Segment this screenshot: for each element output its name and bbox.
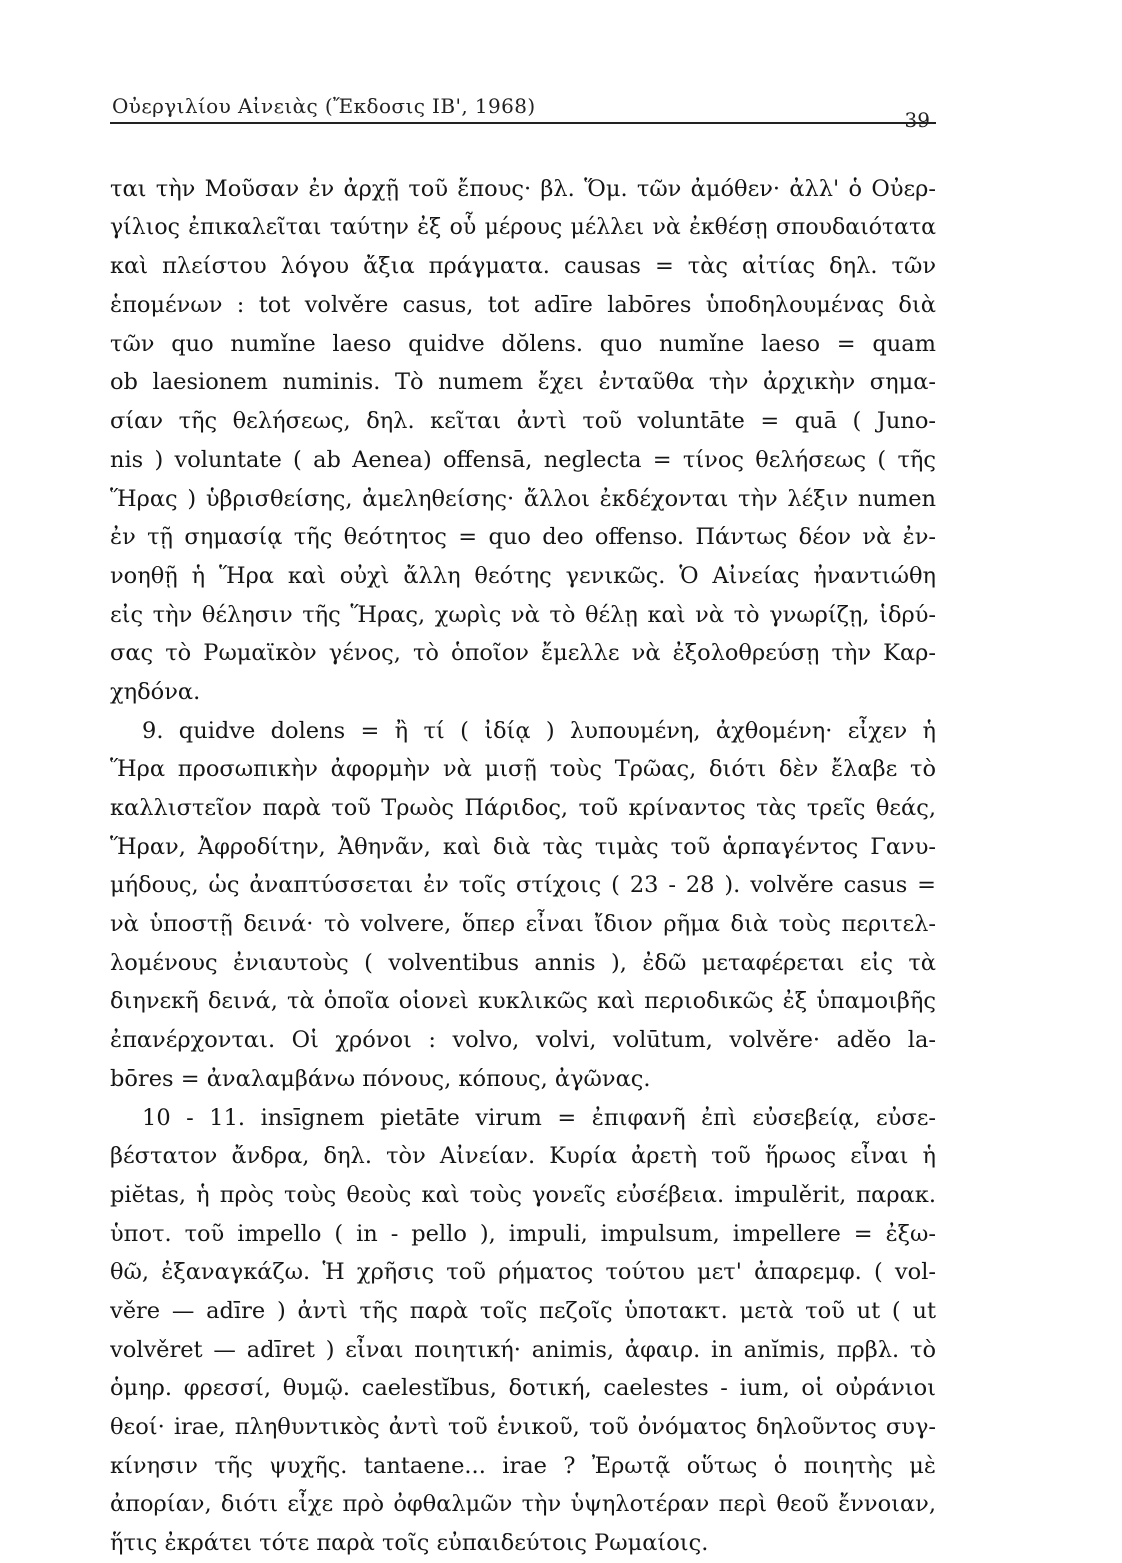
- text-line: ὑποτ. τοῦ impello ( in - pello ), impuli, impulsum, impellere = ἐξω-: [110, 1220, 936, 1247]
- text-line: καὶ πλείστου λόγου ἄξια πράγματα. causas = τὰς αἰτίας δηλ. τῶν: [110, 253, 936, 280]
- text-line: ἐν τῇ σημασίᾳ τῆς θεότητος = quo deo offenso. Πάντως δέον νὰ ἐν-: [110, 524, 936, 551]
- text-line: volvěret — adīret ) εἶναι ποιητική· animis, ἀφαιρ. in anĭmis, πρβλ. τὸ: [110, 1336, 936, 1363]
- commentary-text: [110, 170, 936, 1563]
- page-header: [110, 88, 936, 132]
- text-line: διηνεκῆ δεινά, τὰ ὁποῖα οἱονεὶ κυκλικῶς καὶ περιοδικῶς ἐξ ὑπαμοιβῆς: [110, 988, 936, 1015]
- text-line: bōres = ἀναλαμβάνω πόνους, κόπους, ἀγῶνας.: [110, 1065, 651, 1092]
- text-line: Ἥρας ) ὑβρισθείσης, ἀμεληθείσης· ἄλλοι ἐκδέχονται τὴν λέξιν numen: [110, 485, 936, 512]
- running-title: Οὐεργιλίου Αἰνειὰς (Ἔκδοσις ΙΒ', 1968): [112, 94, 536, 118]
- text-line: τῶν quo numǐne laeso quidve dŏlens. quo numǐne laeso = quam: [110, 330, 936, 357]
- text-line: Ἥραν, Ἀφροδίτην, Ἀθηνᾶν, καὶ διὰ τὰς τιμὰς τοῦ ἁρπαγέντος Γανυ-: [110, 833, 936, 860]
- text-line: věre — adīre ) ἀντὶ τῆς παρὰ τοῖς πεζοῖς ὑποτακτ. μετὰ τοῦ ut ( ut: [110, 1297, 936, 1324]
- text-line: 10 - 11. insīgnem pietāte virum = ἐπιφανῆ ἐπὶ εὐσεβείᾳ, εὐσε-: [142, 1104, 936, 1131]
- text-line: καλλιστεῖον παρὰ τοῦ Τρωὸς Πάριδος, τοῦ κρίναντος τὰς τρεῖς θεάς,: [110, 795, 936, 821]
- text-line: νοηθῇ ἡ Ἥρα καὶ οὐχὶ ἄλλη θεότης γενικῶς. Ὁ Αἰνείας ἠναντιώθη: [110, 562, 936, 589]
- text-line: λομένους ἐνιαυτοὺς ( volventibus annis ), ἐδῶ μεταφέρεται εἰς τὰ: [110, 949, 936, 976]
- text-line: ἥτις ἐκράτει τότε παρὰ τοῖς εὐπαιδεύτοις Ρωμαίοις.: [110, 1530, 709, 1557]
- text-line: ἐπανέρχονται. Οἱ χρόνοι : volvo, volvi, volūtum, volvěre· adĕo la-: [110, 1027, 936, 1054]
- text-line: γίλιος ἐπικαλεῖται ταύτην ἐξ οὗ μέρους μέλλει νὰ ἐκθέσῃ σπουδαιότατα: [110, 214, 936, 240]
- text-line: ob laesionem numinis. Τὸ numem ἔχει ἐνταῦθα τὴν ἀρχικὴν σημα-: [110, 369, 936, 396]
- text-line: κίνησιν τῆς ψυχῆς. tantaene... irae ? Ἐρωτᾷ οὕτως ὁ ποιητὴς μὲ: [110, 1452, 936, 1479]
- text-line: βέστατον ἄνδρα, δηλ. τὸν Αἰνείαν. Κυρία ἀρετὴ τοῦ ἥρωος εἶναι ἡ: [110, 1143, 936, 1170]
- text-line: ἑπομένων : tot volvěre casus, tot adīre labōres ὑποδηλουμένας διὰ: [110, 292, 936, 319]
- text-line: εἰς τὴν θέλησιν τῆς Ἥρας, χωρὶς νὰ τὸ θέλῃ καὶ νὰ τὸ γνωρίζῃ, ἱδρύ-: [110, 601, 936, 628]
- text-line: ἀπορίαν, διότι εἶχε πρὸ ὀφθαλμῶν τὴν ὑψηλοτέραν περὶ θεοῦ ἔννοιαν,: [110, 1491, 936, 1518]
- text-line: νὰ ὑποστῇ δεινά· τὸ volvere, ὅπερ εἶναι ἴδιον ρῆμα διὰ τοὺς περιτελ-: [110, 911, 936, 938]
- text-line: piĕtas, ἡ πρὸς τοὺς θεοὺς καὶ τοὺς γονεῖς εὐσέβεια. impulěrit, παρακ.: [110, 1181, 936, 1208]
- text-line: μήδους, ὡς ἀναπτύσσεται ἐν τοῖς στίχοις ( 23 - 28 ). volvěre casus =: [110, 872, 936, 899]
- text-line: σας τὸ Ρωμαϊκὸν γένος, τὸ ὁποῖον ἔμελλε νὰ ἐξολοθρεύσῃ τὴν Καρ-: [110, 640, 936, 667]
- text-line: 9. quidve dolens = ἢ τί ( ἰδίᾳ ) λυπουμένη, ἀχθομένη· εἶχεν ἡ: [142, 717, 936, 744]
- page-number: 39: [904, 108, 930, 132]
- text-line: σίαν τῆς θελήσεως, δηλ. κεῖται ἀντὶ τοῦ voluntāte = quā ( Juno-: [110, 408, 936, 435]
- text-line: ὁμηρ. φρεσσί, θυμῷ. caelestĭbus, δοτική, caelestes - ium, οἱ οὐράνιοι: [110, 1375, 936, 1402]
- text-line: ται τὴν Μοῦσαν ἐν ἀρχῇ τοῦ ἔπους· βλ. Ὅμ. τῶν ἀμόθεν· ἀλλ' ὁ Οὐερ-: [110, 176, 936, 202]
- text-line: χηδόνα.: [110, 678, 201, 705]
- text-line: Ἥρα προσωπικὴν ἀφορμὴν νὰ μισῇ τοὺς Τρῶας, διότι δὲν ἔλαβε τὸ: [110, 756, 936, 783]
- text-line: θῶ, ἐξαναγκάζω. Ἡ χρῆσις τοῦ ρήματος τούτου μετ' ἀπαρεμφ. ( vol-: [110, 1259, 936, 1286]
- text-line: θεοί· irae, πληθυντικὸς ἀντὶ τοῦ ἑνικοῦ, τοῦ ὀνόματος δηλοῦντος συγ-: [110, 1414, 936, 1440]
- text-line: nis ) voluntate ( ab Aenea) offensā, neglecta = τίνος θελήσεως ( τῆς: [110, 446, 936, 473]
